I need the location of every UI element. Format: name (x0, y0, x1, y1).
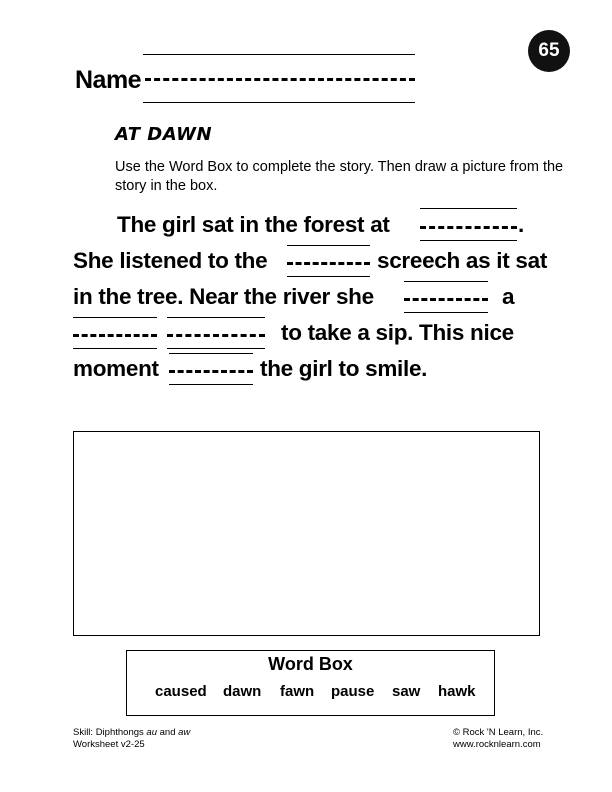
word-fawn: fawn (280, 683, 315, 700)
blank-3-bottom-line (404, 312, 488, 313)
blank-4-dashed-line[interactable] (73, 334, 157, 337)
blank-6-top-line (169, 353, 253, 354)
footer-left (73, 727, 190, 751)
footer-website[interactable]: www.rocknlearn.com (453, 739, 541, 750)
name-dashed-line[interactable] (145, 78, 415, 81)
blank-3-dashed-line[interactable] (404, 298, 488, 301)
story-line-5-end: the girl to smile. (260, 356, 428, 381)
word-saw: saw (392, 683, 421, 700)
blank-1-dashed-line[interactable] (420, 226, 517, 229)
footer-copyright: © Rock 'N Learn, Inc. (453, 727, 544, 738)
word-dawn: dawn (223, 683, 262, 700)
blank-6-dashed-line[interactable] (169, 370, 253, 373)
footer-right (453, 727, 543, 751)
story-line-5-start: moment (73, 356, 159, 381)
blank-1-bottom-line (420, 240, 517, 241)
page-number-badge: 65 (528, 30, 570, 72)
footer-skill: Skill: Diphthongs au and aw (73, 727, 191, 738)
blank-5-top-line (167, 317, 265, 318)
blank-2-top-line (287, 245, 370, 246)
name-bottom-line (143, 102, 415, 103)
blank-3-top-line (404, 281, 488, 282)
worksheet-title: AT DAWN (115, 124, 213, 145)
drawing-box[interactable] (73, 431, 540, 636)
word-box-title: Word Box (268, 654, 353, 674)
story-line-1-start: The girl sat in the forest at (117, 212, 390, 237)
name-top-line (143, 54, 415, 55)
blank-2-dashed-line[interactable] (287, 262, 370, 265)
blank-4-bottom-line (73, 348, 157, 349)
name-label: Name (75, 66, 142, 94)
story-line-3-start: in the tree. Near the river she (73, 284, 374, 309)
footer-worksheet: Worksheet v2-25 (73, 739, 145, 750)
story-line-2-start: She listened to the (73, 248, 268, 273)
word-box (126, 650, 495, 716)
story-line-3-end: a (502, 284, 515, 309)
instructions-text: Use the Word Box to complete the story. Then draw a picture from the story in the box. (115, 159, 564, 194)
blank-4-top-line (73, 317, 157, 318)
word-hawk: hawk (438, 683, 476, 700)
word-pause: pause (331, 683, 375, 700)
blank-5-dashed-line[interactable] (167, 334, 265, 337)
word-caused: caused (155, 683, 207, 700)
blank-6-bottom-line (169, 384, 253, 385)
story-line-1-end: . (518, 212, 524, 237)
story-line-4-end: to take a sip. This nice (281, 320, 514, 345)
blank-1-top-line (420, 208, 517, 209)
story-line-2-end: screech as it sat (377, 248, 548, 273)
blank-2-bottom-line (287, 276, 370, 277)
blank-5-bottom-line (167, 348, 265, 349)
